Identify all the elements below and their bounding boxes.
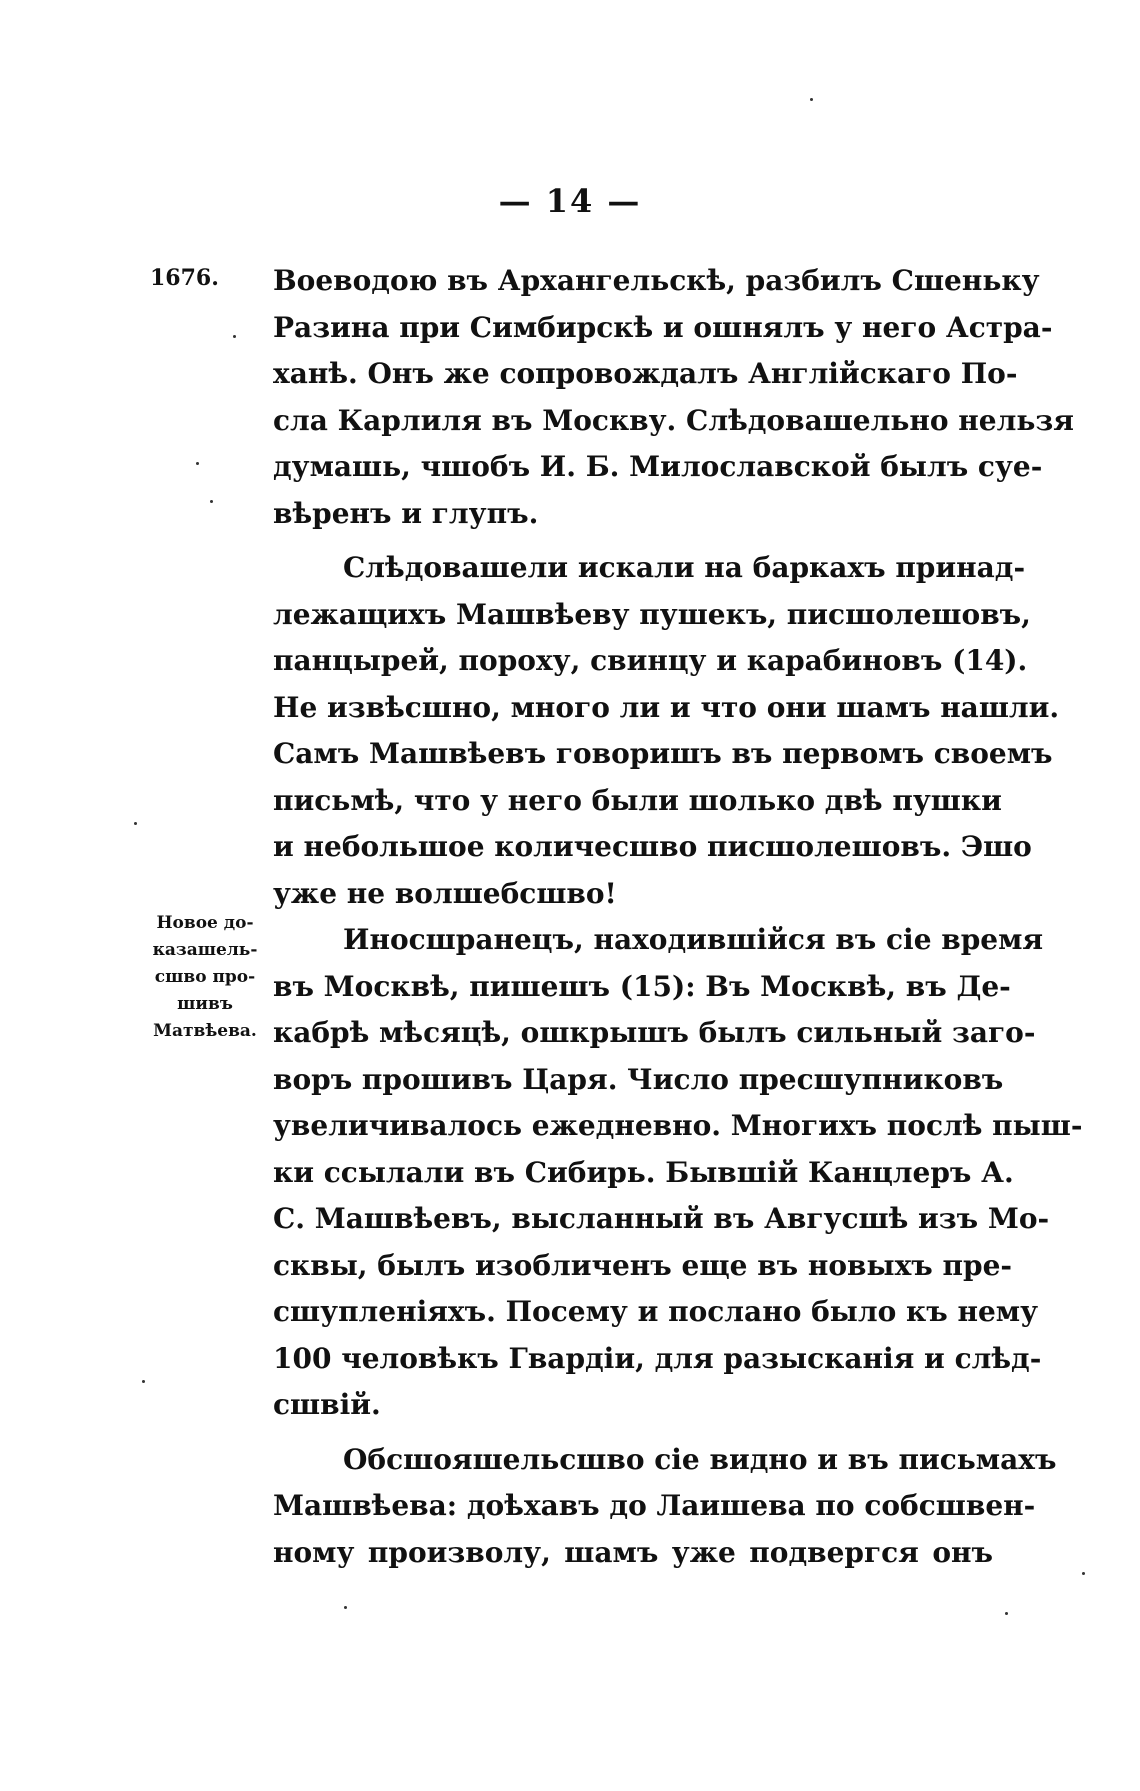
paragraph-3	[273, 917, 1083, 1429]
scan-speck	[810, 98, 813, 101]
text-line: лежащихъ Машвѣеву пушекъ, писшолешовъ,	[273, 597, 1031, 631]
text-line: въ Москвѣ, пишешъ (15): Въ Москвѣ, въ Де-	[273, 969, 1011, 1003]
body-text	[273, 258, 1083, 1576]
text-line: ки ссылали въ Сибирь. Бывшій Канцлеръ А.	[273, 1155, 1014, 1189]
scan-speck	[210, 500, 213, 503]
text-line: воръ прошивъ Царя. Число пресшупниковъ	[273, 1062, 1004, 1096]
text-line: ному произволу, шамъ уже подвергся онъ	[273, 1535, 993, 1569]
margin-note	[146, 910, 264, 1045]
page-number: — 14 —	[498, 182, 642, 220]
scan-speck	[196, 462, 199, 465]
text-line: Слѣдовашели искали на баркахъ принад-	[343, 551, 1026, 584]
text-line: уже не волшебсшво!	[273, 876, 617, 910]
text-line: сшупленіяхъ. Посему и послано было къ нему	[273, 1295, 1039, 1328]
scan-speck	[344, 1606, 347, 1609]
text-line: сла Карлиля въ Москву. Слѣдовашельно нельзя	[273, 403, 1074, 437]
text-line: думашь, чшобъ И. Б. Милославской былъ суе-	[273, 450, 1043, 483]
scan-speck	[1005, 1612, 1008, 1615]
paragraph-2	[273, 545, 1060, 917]
text-line: Воеводою въ Архангельскѣ, разбилъ Сшеньку	[273, 264, 1040, 297]
margin-note-line: Новое до-	[156, 913, 254, 933]
scan-speck	[134, 822, 137, 825]
text-line: письмѣ, что у него были шолько двѣ пушки	[273, 783, 1002, 817]
text-line: Не извѣсшно, много ли и что они шамъ нашли.	[273, 690, 1060, 724]
text-line: Иносшранецъ, находившійся въ сіе время	[343, 923, 1044, 956]
text-line: Машвѣева: доѣхавъ до Лаишева по собсшвен-	[273, 1489, 1036, 1522]
text-line: вѣренъ и глупъ.	[273, 496, 539, 530]
margin-note-line: шивъ	[177, 994, 233, 1014]
margin-year: 1676.	[150, 265, 219, 291]
scan-speck	[142, 1380, 145, 1383]
text-line: и небольшое количесшво писшолешовъ. Эшо	[273, 830, 1032, 863]
margin-note-line: казашель-	[152, 940, 258, 960]
text-line: ханѣ. Онъ же сопровождалъ Англійскаго По-	[273, 357, 1018, 390]
margin-note-line: сшво про-	[154, 967, 256, 987]
text-line: Самъ Машвѣевъ говоришъ въ первомъ своемъ	[273, 737, 1053, 770]
paragraph-4	[273, 1437, 1057, 1577]
margin-note-line: Матвѣева.	[153, 1021, 257, 1041]
text-line: С. Машвѣевъ, высланный въ Авгусшѣ изъ Мо-	[273, 1202, 1050, 1235]
text-line: кабрѣ мѣсяцѣ, ошкрышъ былъ сильный заго-	[273, 1016, 1036, 1049]
scan-speck	[233, 335, 236, 338]
text-line: увеличивалось ежедневно. Многихъ послѣ пыш-	[273, 1109, 1083, 1142]
scan-speck	[1082, 1572, 1085, 1575]
paragraph-1	[273, 258, 1074, 537]
text-line: Обсшояшельсшво сіе видно и въ письмахъ	[343, 1442, 1057, 1476]
text-line: сквы, былъ изобличенъ еще въ новыхъ пре-	[273, 1248, 1013, 1282]
text-line: сшвій.	[273, 1388, 381, 1421]
text-line: панцырей, пороху, свинцу и карабиновъ (14).	[273, 644, 1028, 677]
text-line: 100 человѣкъ Гвардіи, для разысканія и слѣд-	[273, 1341, 1042, 1375]
text-line: Разина при Симбирскѣ и ошнялъ у него Астра-	[273, 310, 1053, 344]
